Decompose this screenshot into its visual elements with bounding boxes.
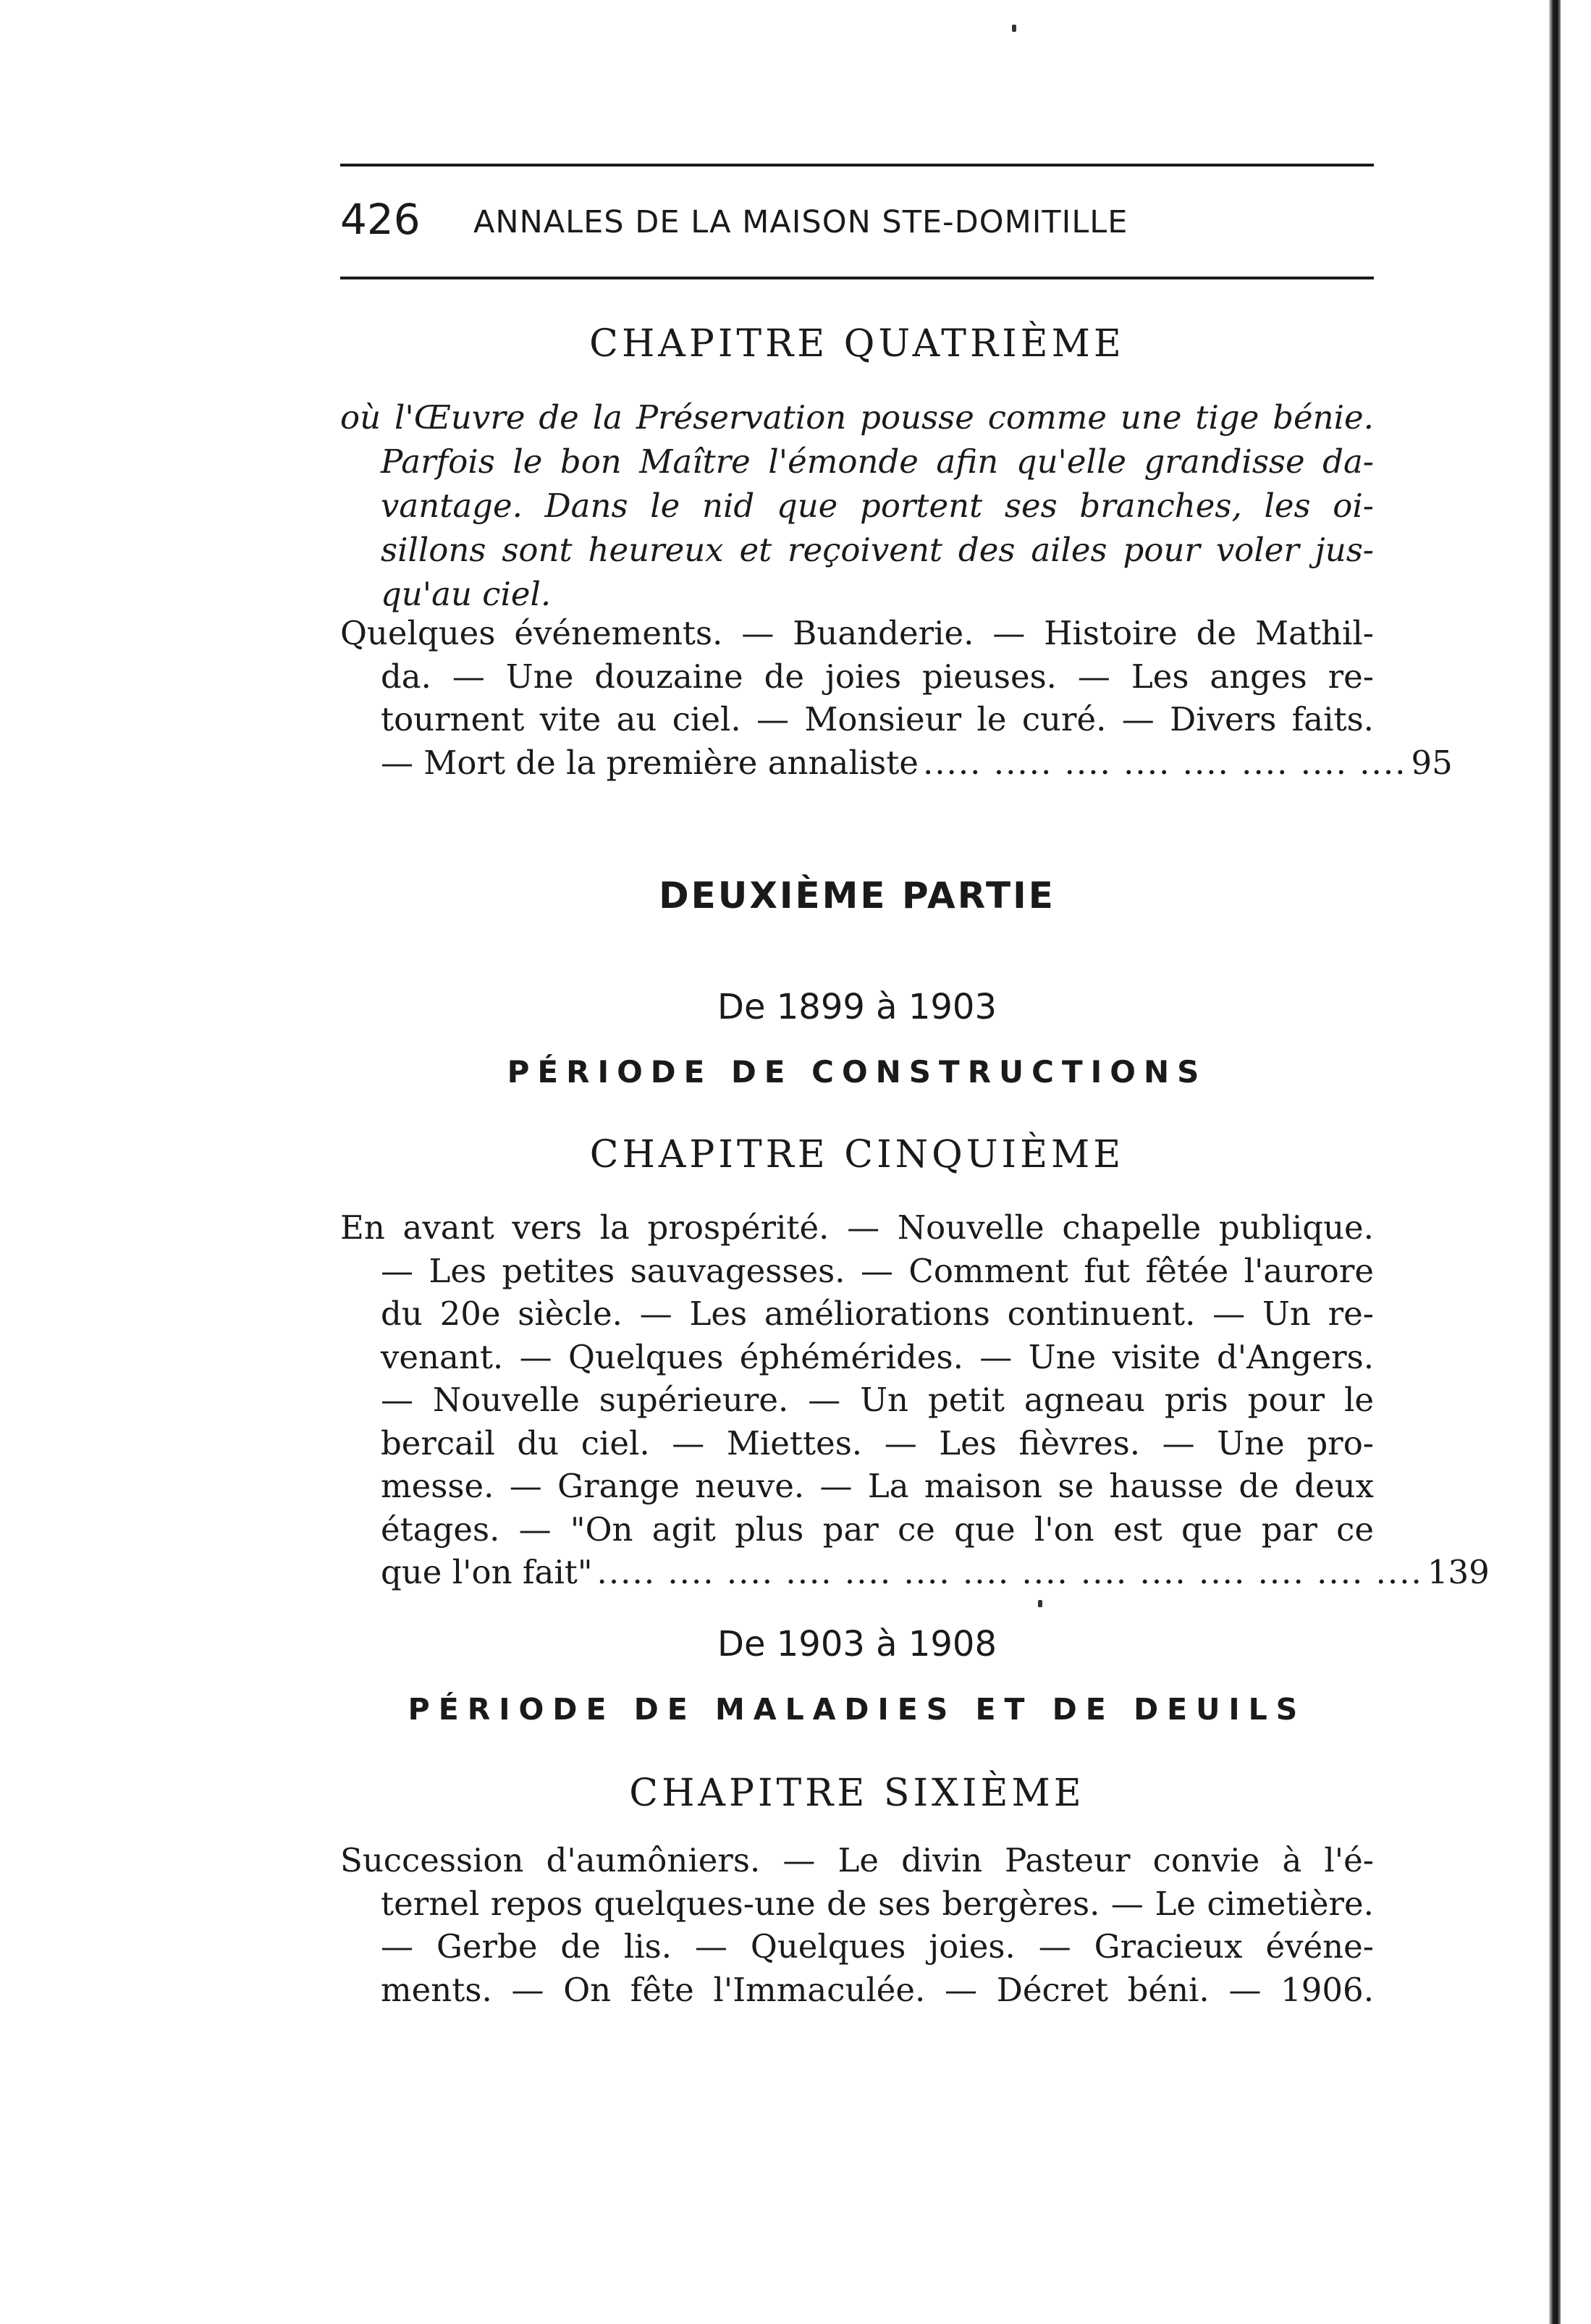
summary-line: qu'au ciel. (381, 575, 552, 613)
summary-line: vantage. Dans le nid que portent ses branches, les oi- (381, 487, 1374, 525)
chapter-5-contents (340, 1206, 1490, 1594)
chapter-4-contents (340, 612, 1453, 784)
contents-line: En avant vers la prospérité. — Nouvelle chapelle publique. (340, 1208, 1374, 1247)
page-header (340, 194, 1374, 245)
date-range-heading: De 1903 à 1908 (717, 1624, 997, 1664)
header-bottom-rule (340, 277, 1374, 279)
chapter-5-title: CHAPITRE CINQUIÈME (589, 1133, 1125, 1176)
period-heading: PÉRIODE DE CONSTRUCTIONS (507, 1054, 1207, 1090)
page-number: 426 (340, 195, 421, 244)
toc-entry-text: que l'on fait" (381, 1553, 593, 1591)
contents-line: — Gerbe de lis. — Quelques joies. — Gracieux événe- (381, 1927, 1374, 1966)
part-title: DEUXIÈME PARTIE (659, 875, 1055, 917)
contents-line: étages. — "On agit plus par ce que l'on est que par ce (381, 1510, 1374, 1549)
chapter-6-contents (340, 1839, 1374, 2011)
date-range-heading: De 1899 à 1903 (717, 987, 997, 1027)
contents-line: ments. — On fête l'Immaculée. — Décret béni. — 1906. (381, 1970, 1374, 2009)
summary-line: où l'Œuvre de la Préservation pousse comme une tige bénie. (340, 398, 1374, 437)
book-binding-edge (1549, 0, 1561, 2324)
dot-leader: ..... .... .... .... .... .... .... .... .... .... .... .... .... .... (596, 1553, 1423, 1591)
contents-line: messe. — Grange neuve. — La maison se hausse de deux (381, 1467, 1374, 1505)
contents-line: da. — Une douzaine de joies pieuses. — Les anges re- (381, 657, 1374, 696)
contents-line: — Nouvelle supérieure. — Un petit agneau pris pour le (381, 1381, 1374, 1419)
contents-line: ternel repos quelques-une de ses bergères. — Le cimetière. (381, 1884, 1374, 1923)
summary-line: Parfois le bon Maître l'émonde afin qu'elle grandisse da- (381, 442, 1374, 481)
toc-entry-line (340, 1551, 1490, 1594)
contents-line: tournent vite au ciel. — Monsieur le curé. — Divers faits. (381, 700, 1374, 738)
dot-leader: ..... ..... .... .... .... .... .... .... (922, 743, 1407, 782)
toc-page-number: 139 (1427, 1553, 1490, 1591)
contents-line: du 20e siècle. — Les améliorations continuent. — Un re- (381, 1294, 1374, 1333)
chapter-4-summary (340, 395, 1374, 616)
period-heading: PÉRIODE DE MALADIES ET DE DEUILS (408, 1692, 1307, 1727)
toc-entry-line (340, 741, 1453, 785)
contents-line: — Les petites sauvagesses. — Comment fut fêtée l'aurore (381, 1251, 1374, 1290)
header-top-rule (340, 164, 1374, 167)
chapter-4-title: CHAPITRE QUATRIÈME (589, 322, 1125, 366)
contents-line: venant. — Quelques éphémérides. — Une visite d'Angers. (381, 1337, 1374, 1376)
toc-page-number: 95 (1411, 743, 1453, 782)
toc-entry-text: — Mort de la première annaliste (381, 743, 919, 782)
contents-line: bercail du ciel. — Miettes. — Les fièvres. — Une pro- (381, 1423, 1374, 1462)
contents-line: Succession d'aumôniers. — Le divin Pasteur convie à l'é- (340, 1841, 1374, 1879)
chapter-6-title: CHAPITRE SIXIÈME (629, 1772, 1085, 1815)
running-title: ANNALES DE LA MAISON STE-DOMITILLE (473, 204, 1128, 240)
contents-line: Quelques événements. — Buanderie. — Histoire de Mathil- (340, 614, 1374, 652)
summary-line: sillons sont heureux et reçoivent des ailes pour voler jus- (381, 531, 1374, 569)
ink-speck (1038, 1600, 1042, 1607)
ink-speck (1012, 25, 1016, 32)
